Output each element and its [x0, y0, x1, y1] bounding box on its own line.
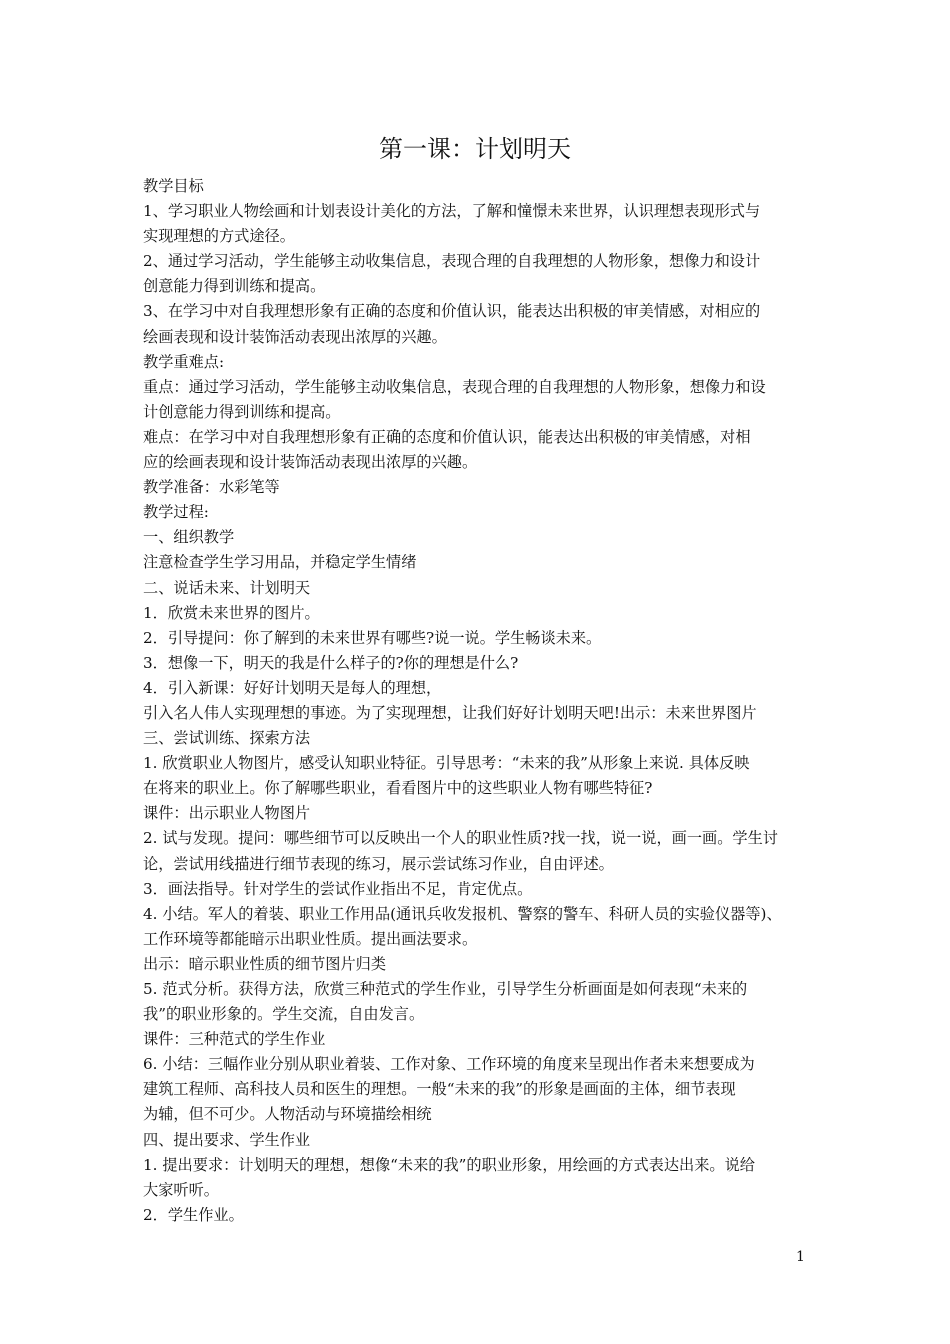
text-line: 1．欣赏未来世界的图片。 [143, 603, 320, 622]
text-line: 实现理想的方式途径。 [143, 227, 295, 246]
text-line: 2. 试与发现。提问：哪些细节可以反映出一个人的职业性质?找一找，说一说，画一画。学生讨 [143, 829, 778, 848]
text-line: 绘画表现和设计装饰活动表现出浓厚的兴趣。 [143, 327, 447, 346]
text-line: 论，尝试用线描进行细节表现的练习，展示尝试练习作业，自由评述。 [143, 854, 614, 873]
text-line: 1、学习职业人物绘画和计划表设计美化的方法，了解和憧憬未来世界，认识理想表现形式与 [143, 202, 761, 221]
page-title: 第一课：计划明天 [379, 135, 571, 163]
text-line: 我”的职业形象的。学生交流，自由发言。 [143, 1005, 425, 1024]
text-line: 在将来的职业上。你了解哪些职业，看看图片中的这些职业人物有哪些特征? [143, 779, 653, 798]
text-line: 创意能力得到训练和提高。 [143, 277, 326, 296]
text-line: 引入名人伟人实现理想的事迹。为了实现理想，让我们好好计划明天吧!出示：未来世界图片 [143, 703, 757, 722]
text-line: 一、组织教学 [143, 528, 235, 547]
text-line: 计创意能力得到训练和提高。 [143, 402, 341, 421]
text-line: 1. 欣赏职业人物图片，感受认知职业特征。引导思考：“未来的我”从形象上来说. 具体反映 [143, 754, 750, 773]
text-line: 应的绘画表现和设计装饰活动表现出浓厚的兴趣。 [143, 453, 478, 472]
text-line: 大家听听。 [143, 1180, 219, 1199]
text-line: 三、尝试训练、探索方法 [143, 729, 311, 748]
text-line: 4．引入新课：好好计划明天是每人的理想， [143, 678, 442, 697]
document-body [143, 174, 813, 1228]
text-line: 2．引导提问：你了解到的未来世界有哪些?说一说。学生畅谈未来。 [143, 628, 602, 647]
text-line: 课件：出示职业人物图片 [143, 804, 311, 823]
text-line: 6. 小结：三幅作业分别从职业着装、工作对象、工作环境的角度来呈现出作者未来想要成为 [143, 1055, 755, 1074]
text-line: 四、提出要求、学生作业 [143, 1130, 311, 1149]
text-line: 二、说话未来、计划明天 [143, 578, 311, 597]
text-line: 教学重难点: [143, 352, 225, 371]
text-line: 建筑工程师、高科技人员和医生的理想。一般“未来的我”的形象是画面的主体，细节表现 [143, 1080, 736, 1099]
text-line: 注意检查学生学习用品，并稳定学生情绪 [143, 553, 417, 572]
text-line: 3．想像一下，明天的我是什么样子的?你的理想是什么? [143, 653, 519, 672]
text-line: 4. 小结。军人的着装、职业工作用品(通讯兵收发报机、警察的警车、科研人员的实验仪器等)、 [143, 904, 782, 923]
text-line: 重点：通过学习活动，学生能够主动收集信息，表现合理的自我理想的人物形象，想像力和设 [143, 377, 766, 396]
text-line: 课件：三种范式的学生作业 [143, 1030, 326, 1049]
text-line: 2、通过学习活动，学生能够主动收集信息，表现合理的自我理想的人物形象，想像力和设计 [143, 252, 761, 271]
text-line: 3、在学习中对自我理想形象有正确的态度和价值认识，能表达出积极的审美情感，对相应的 [143, 302, 761, 321]
text-line: 教学准备：水彩笔等 [143, 478, 280, 497]
text-line: 工作环境等都能暗示出职业性质。提出画法要求。 [143, 929, 478, 948]
text-line: 1. 提出要求：计划明天的理想，想像“未来的我”的职业形象，用绘画的方式表达出来。说给 [143, 1155, 755, 1174]
text-line: 教学过程: [143, 503, 209, 522]
text-line: 为辅，但不可少。人物活动与环境描绘相统 [143, 1105, 432, 1124]
text-line: 2．学生作业。 [143, 1205, 244, 1224]
text-line: 难点：在学习中对自我理想形象有正确的态度和价值认识，能表达出积极的审美情感，对相 [143, 427, 751, 446]
text-line: 5. 范式分析。获得方法，欣赏三种范式的学生作业，引导学生分析画面是如何表现“未来的 [143, 980, 748, 998]
text-line: 教学目标 [143, 177, 204, 195]
text-line: 3．画法指导。针对学生的尝试作业指出不足，肯定优点。 [143, 879, 533, 898]
page-number: 1 [796, 1249, 805, 1265]
text-line: 出示：暗示职业性质的细节图片归类 [143, 954, 386, 973]
